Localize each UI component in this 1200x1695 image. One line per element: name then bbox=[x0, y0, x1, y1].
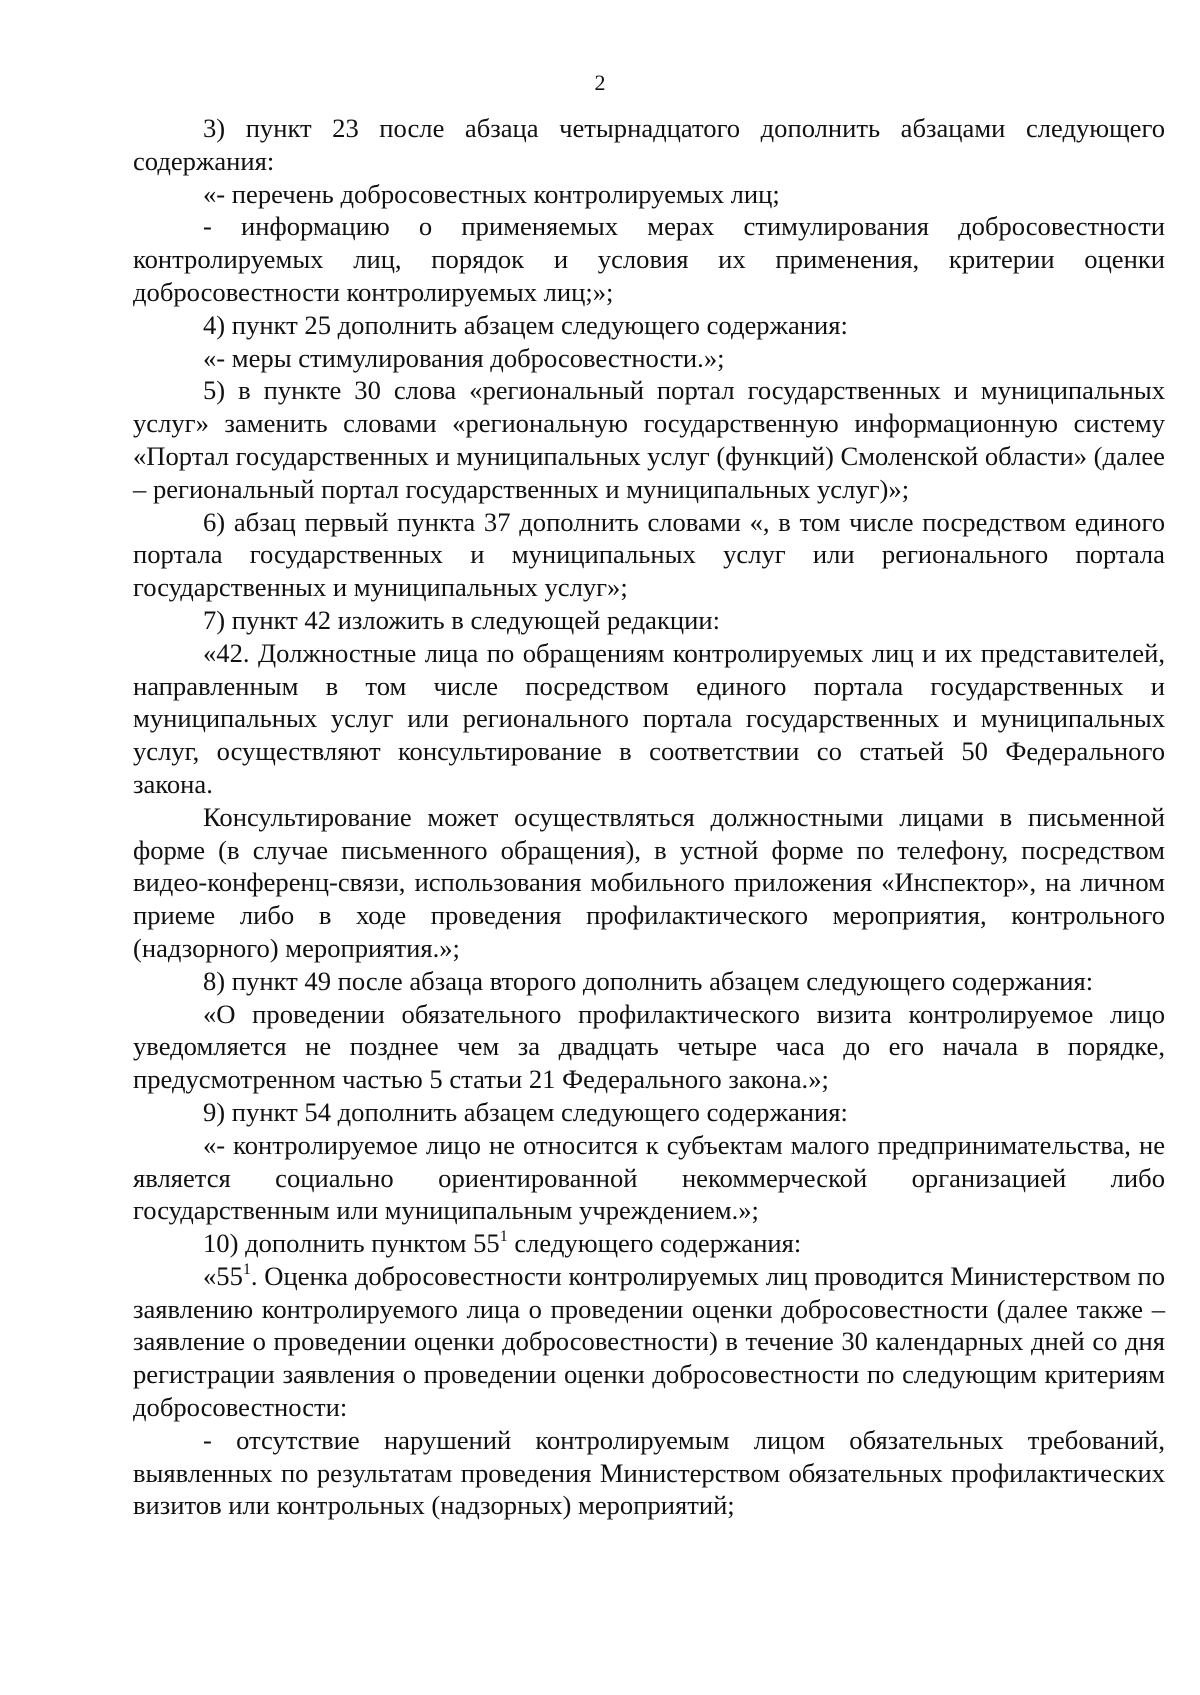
paragraph-item-8: 8) пункт 49 после абзаца второго дополнить абзацем следующего содержания: bbox=[203, 965, 1094, 996]
paragraph-list-entry: «- перечень добросовестных контролируемых лиц; bbox=[203, 178, 780, 209]
paragraph-item-4: 4) пункт 25 дополнить абзацем следующего содержания: bbox=[203, 309, 848, 340]
paragraph-list-entry: - информацию о применяемых мерах стимулирования добросовестности контролируемых лиц, порядок и условия их применения, критерии оценки добросовестности контролируемых лиц;»; bbox=[133, 211, 1165, 307]
paragraph-item-5: 5) в пункте 30 слова «региональный портал государственных и муниципальных услуг» заменить словами «региональную государственную информационную систему «Портал государственных и муниципальных услуг (функций) Смоленской области» (далее – региональный портал государственных и муниципальных услуг)»; bbox=[133, 375, 1165, 504]
document-body bbox=[133, 112, 1165, 1522]
text-run: «55 bbox=[203, 1260, 243, 1291]
text-run: 10) дополнить пунктом 55 bbox=[203, 1228, 500, 1259]
text-run: . Оценка добросовестности контролируемых лиц проводится Министерством по заявлению контролируемого лица о проведении оценки добросовестности (далее также – заявление о проведении оценки добросовестности) в течение 30 календарных дней со дня регистрации заявления о проведении оценки добросовестности по следующим критериям добросовестности: bbox=[133, 1260, 1165, 1423]
superscript: 1 bbox=[499, 1228, 508, 1246]
paragraph-item-9: 9) пункт 54 дополнить абзацем следующего содержания: bbox=[203, 1096, 848, 1127]
paragraph-list-entry: - отсутствие нарушений контролируемым лицом обязательных требований, выявленных по результатам проведения Министерством обязательных профилактических визитов или контрольных (надзорных) мероприятий; bbox=[133, 1424, 1165, 1521]
paragraph-list-entry: «- контролируемое лицо не относится к субъектам малого предпринимательства, не является социально ориентированной некоммерческой организацией либо государственным или муниципальным учреждением.»; bbox=[133, 1129, 1165, 1226]
paragraph-item-6: 6) абзац первый пункта 37 дополнить словами «, в том числе посредством единого портала государственных и муниципальных услуг или регионального портала государственных и муниципальных услуг»; bbox=[133, 506, 1165, 603]
paragraph-list-entry: «- меры стимулирования добросовестности.»; bbox=[203, 342, 725, 373]
paragraph-item-10 bbox=[133, 1227, 1165, 1260]
text-run: следующего содержания: bbox=[507, 1228, 802, 1259]
paragraph-consulting: Консультирование может осуществляться должностными лицами в письменной форме (в случае письменного обращения), в устной форме по телефону, посредством видео-конференц-связи, использования мобильного приложения «Инспектор», на личном приеме либо в ходе проведения профилактического мероприятия, контрольного (надзорного) мероприятия.»; bbox=[133, 801, 1165, 963]
superscript: 1 bbox=[242, 1260, 251, 1278]
paragraph-visit-notice: «О проведении обязательного профилактического визита контролируемое лицо уведомляется не позднее чем за двадцать четыре часа до его начала в порядке, предусмотренном частью 5 статьи 21 Федерального закона.»; bbox=[133, 998, 1165, 1095]
paragraph-item-3: 3) пункт 23 после абзаца четырнадцатого дополнить абзацами следующего содержания: bbox=[133, 113, 1165, 176]
paragraph-item-7: 7) пункт 42 изложить в следующей редакции: bbox=[203, 604, 720, 635]
paragraph-point-55-1 bbox=[133, 1260, 1165, 1424]
paragraph-point-42: «42. Должностные лица по обращениям контролируемых лиц и их представителей, направленным в том числе посредством единого портала государственных и муниципальных услуг или регионального портала государственных и муниципальных услуг, осуществляют консультирование в соответствии со статьей 50 Федерального закона. bbox=[133, 637, 1165, 799]
page-number: 2 bbox=[594, 70, 606, 95]
